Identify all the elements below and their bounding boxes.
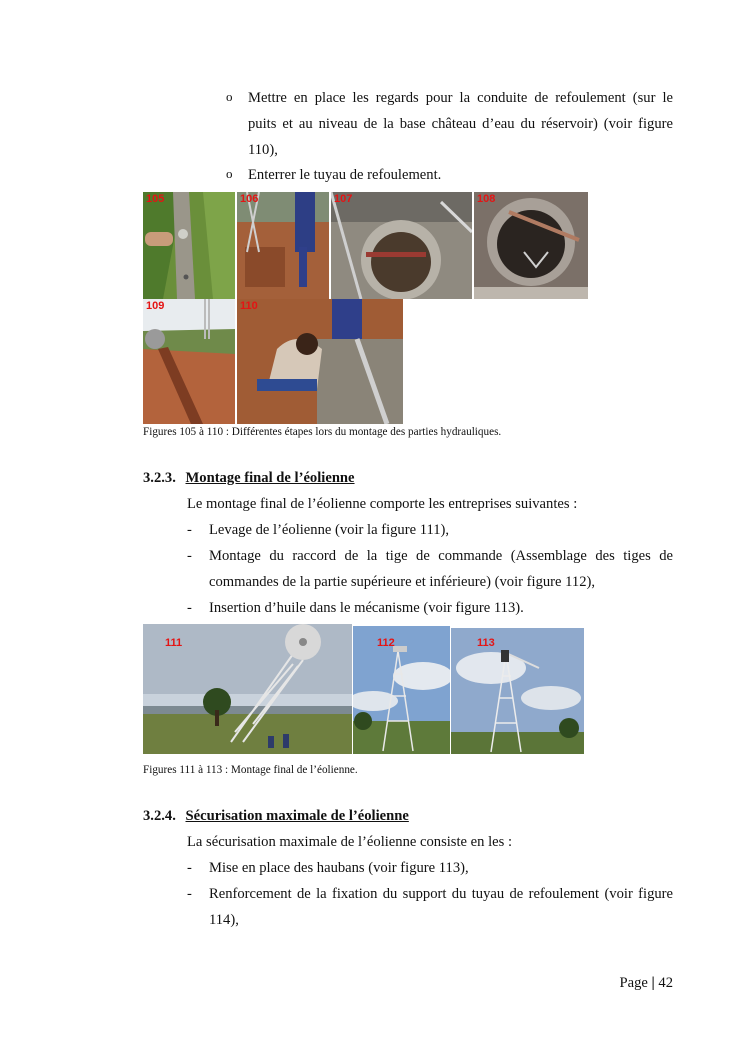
bullet-item-2: Enterrer le tuyau de refoulement. bbox=[248, 167, 442, 183]
dash-marker: - bbox=[187, 548, 192, 564]
section-number: 3.2.3. bbox=[143, 470, 176, 486]
photo-107-image bbox=[331, 192, 472, 299]
page-number: 42 bbox=[658, 975, 673, 991]
figure-number-110: 110 bbox=[240, 300, 258, 312]
page-label: Page bbox=[619, 975, 648, 991]
photo-109 bbox=[143, 299, 235, 424]
photo-106 bbox=[237, 192, 329, 299]
figure-caption-105-110: Figures 105 à 110 : Différentes étapes lors du montage des parties hydrauliques. bbox=[143, 426, 502, 438]
page-footer bbox=[620, 970, 674, 996]
dash-marker: - bbox=[187, 522, 192, 538]
dash-marker: - bbox=[187, 860, 192, 876]
photo-107 bbox=[331, 192, 472, 299]
figure-caption-111-113: Figures 111 à 113 : Montage final de l’éolienne. bbox=[143, 764, 358, 776]
section-number: 3.2.4. bbox=[143, 808, 176, 824]
section-heading-3-2-3 bbox=[143, 470, 355, 487]
list-item-renforcement-line-2: 114), bbox=[209, 912, 239, 928]
photo-112-image bbox=[353, 626, 450, 754]
section-intro: Le montage final de l’éolienne comporte les entreprises suivantes : bbox=[187, 496, 578, 512]
bullet-item-1-line-2: puits et au niveau de la base château d’eau du réservoir) (voir figure bbox=[248, 116, 673, 132]
dash-marker: - bbox=[187, 886, 192, 902]
figure-number-107: 107 bbox=[334, 193, 353, 205]
figure-number-112: 112 bbox=[377, 637, 395, 649]
list-item-levage: Levage de l’éolienne (voir la figure 111), bbox=[209, 522, 450, 538]
photo-111 bbox=[143, 624, 352, 754]
page-separator: | bbox=[651, 975, 655, 991]
section-heading-3-2-4 bbox=[143, 808, 409, 825]
list-item-raccord-line-2: commandes de la partie supérieure et inférieure) (voir figure 112), bbox=[209, 574, 596, 590]
photo-108-image bbox=[474, 192, 588, 299]
section-intro: La sécurisation maximale de l’éolienne consiste en les : bbox=[187, 834, 513, 850]
figure-number-105: 105 bbox=[146, 193, 165, 205]
photo-106-image bbox=[237, 192, 329, 299]
figure-number-113: 113 bbox=[477, 637, 495, 649]
photo-110 bbox=[237, 299, 403, 424]
photo-105 bbox=[143, 192, 235, 299]
bullet-marker: o bbox=[226, 166, 233, 181]
bullet-item-1-line-1: Mettre en place les regards pour la conduite de refoulement (sur le bbox=[248, 90, 673, 106]
figure-number-111: 111 bbox=[165, 637, 183, 649]
list-item-huile: Insertion d’huile dans le mécanisme (voir figure 113). bbox=[209, 600, 524, 616]
photo-112 bbox=[353, 626, 450, 754]
dash-marker: - bbox=[187, 600, 192, 616]
section-title: Montage final de l’éolienne bbox=[185, 470, 355, 486]
list-item-renforcement-line-1: Renforcement de la fixation du support du tuyau de refoulement (voir figure bbox=[209, 886, 673, 902]
photo-108 bbox=[474, 192, 588, 299]
figure-number-109: 109 bbox=[146, 300, 165, 312]
list-item-haubans: Mise en place des haubans (voir figure 113), bbox=[209, 860, 469, 876]
bullet-item-1-line-3: 110), bbox=[248, 142, 278, 158]
figure-number-108: 108 bbox=[477, 193, 496, 205]
photo-113-image bbox=[451, 628, 584, 754]
figure-number-106: 106 bbox=[240, 193, 259, 205]
list-item-raccord-line-1: Montage du raccord de la tige de commande (Assemblage des tiges de bbox=[209, 548, 673, 564]
section-title: Sécurisation maximale de l’éolienne bbox=[185, 808, 409, 824]
photo-110-image bbox=[237, 299, 403, 424]
photo-105-image bbox=[143, 192, 235, 299]
photo-113 bbox=[451, 628, 584, 754]
bullet-marker: o bbox=[226, 89, 233, 104]
photo-109-image bbox=[143, 299, 235, 424]
